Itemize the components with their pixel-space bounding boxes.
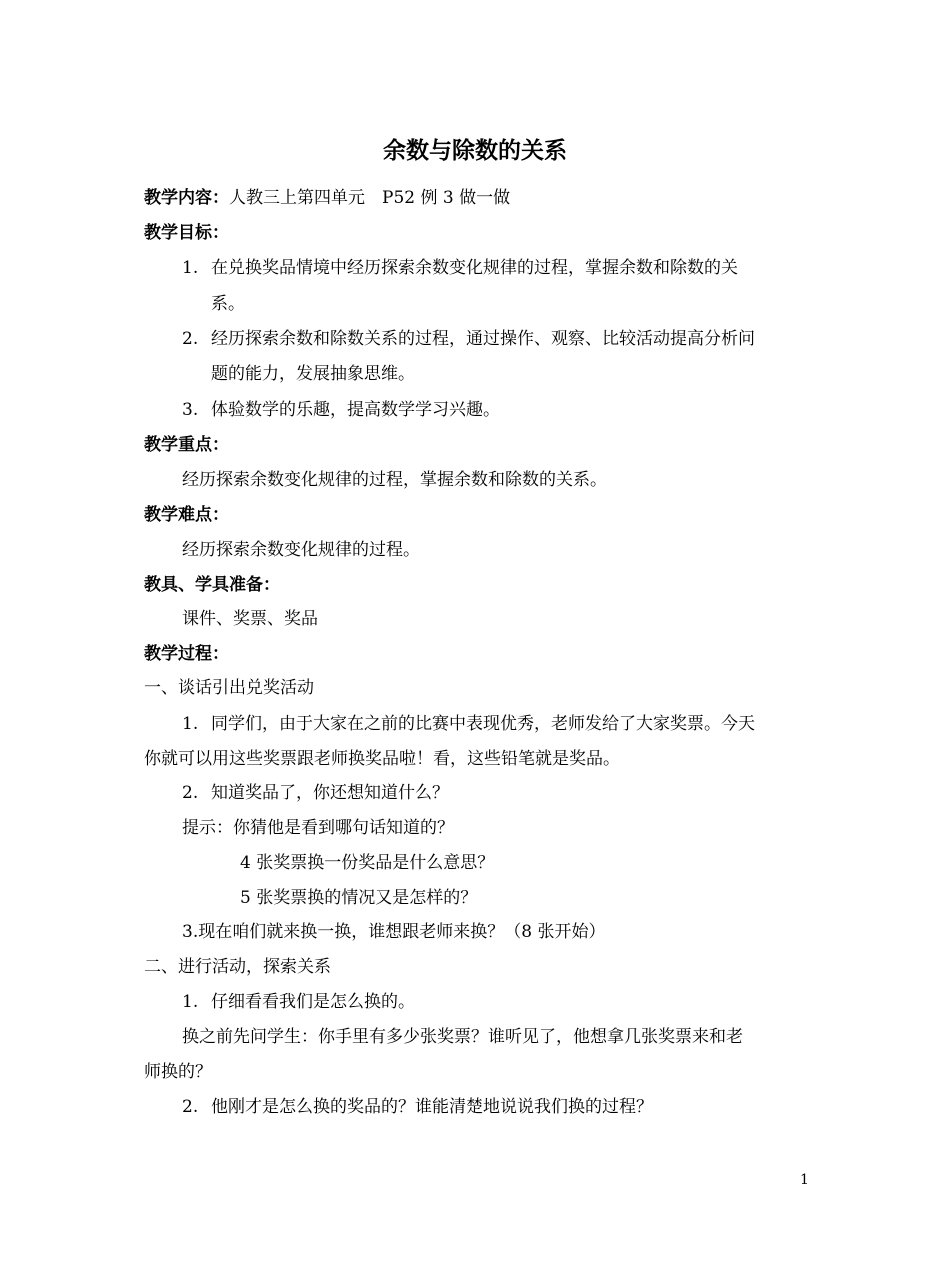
content-line <box>144 186 510 210</box>
section-1-p2-text: 知道奖品了，你还想知道什么？ <box>211 783 449 803</box>
goal-2-number: 2. <box>182 329 199 349</box>
difficulty-text: 经历探索余数变化规律的过程。 <box>182 540 420 560</box>
section-2-paragraph-1 <box>182 990 415 1014</box>
section-2-paragraph-2 <box>182 1095 653 1119</box>
section-1-paragraph-2 <box>182 781 449 805</box>
content-label: 教学内容： <box>144 188 229 208</box>
content-text: 人教三上第四单元 P52 例 3 做一做 <box>229 188 511 208</box>
goal-3-number: 3. <box>182 400 199 420</box>
goal-3-text: 体验数学的乐趣，提高数学学习兴趣。 <box>211 400 500 420</box>
section-2-p1-number: 1. <box>182 992 199 1012</box>
section-1-p2-number: 2. <box>182 783 199 803</box>
goal-2-continuation: 题的能力，发展抽象思维。 <box>211 364 415 384</box>
goal-1-continuation: 系。 <box>211 294 245 314</box>
tools-label: 教具、学具准备： <box>144 575 280 595</box>
difficulty-label: 教学难点： <box>144 505 229 525</box>
section-2-question: 换之前先问学生：你手里有多少张奖票？谁听见了，他想拿几张奖票来和老 <box>182 1027 743 1047</box>
section-1-paragraph-3: 3.现在咱们就来换一换，谁想跟老师来换？（8 张开始） <box>182 922 606 942</box>
section-1-p1-text: 同学们，由于大家在之前的比赛中表现优秀，老师发给了大家奖票。今天 <box>211 714 755 734</box>
section-2-p1-text: 仔细看看我们是怎么换的。 <box>211 992 415 1012</box>
document-title: 余数与除数的关系 <box>383 138 567 164</box>
section-1-hint: 提示：你猜他是看到哪句话知道的？ <box>182 818 454 838</box>
tools-text: 课件、奖票、奖品 <box>182 609 318 629</box>
section-1-hint-question-1: 4 张奖票换一份奖品是什么意思？ <box>240 853 495 873</box>
goal-item-1 <box>182 256 738 280</box>
key-point-label: 教学重点： <box>144 435 229 455</box>
goal-2-text: 经历探索余数和除数关系的过程，通过操作、观察、比较活动提高分析问 <box>211 329 755 349</box>
section-1-paragraph-1-continuation: 你就可以用这些奖票跟老师换奖品啦！看，这些铅笔就是奖品。 <box>144 749 620 769</box>
section-2-p2-number: 2. <box>182 1097 199 1117</box>
goal-1-text: 在兑换奖品情境中经历探索余数变化规律的过程，掌握余数和除数的关 <box>211 258 738 278</box>
page-number: 1 <box>800 1172 809 1188</box>
goal-item-3 <box>182 398 500 422</box>
goal-1-number: 1. <box>182 258 199 278</box>
key-point-text: 经历探索余数变化规律的过程，掌握余数和除数的关系。 <box>182 470 607 490</box>
goal-item-2 <box>182 327 755 351</box>
section-1-heading: 一、谈话引出兑奖活动 <box>144 678 314 698</box>
goals-label: 教学目标： <box>144 223 229 243</box>
section-1-paragraph-1 <box>182 712 755 736</box>
section-1-p1-number: 1. <box>182 714 199 734</box>
section-2-heading: 二、进行活动，探索关系 <box>144 957 331 977</box>
section-1-hint-question-2: 5 张奖票换的情况又是怎样的？ <box>240 888 478 908</box>
section-2-p2-text: 他刚才是怎么换的奖品的？谁能清楚地说说我们换的过程？ <box>211 1097 653 1117</box>
section-2-question-continuation: 师换的？ <box>144 1062 212 1082</box>
process-label: 教学过程： <box>144 644 229 664</box>
